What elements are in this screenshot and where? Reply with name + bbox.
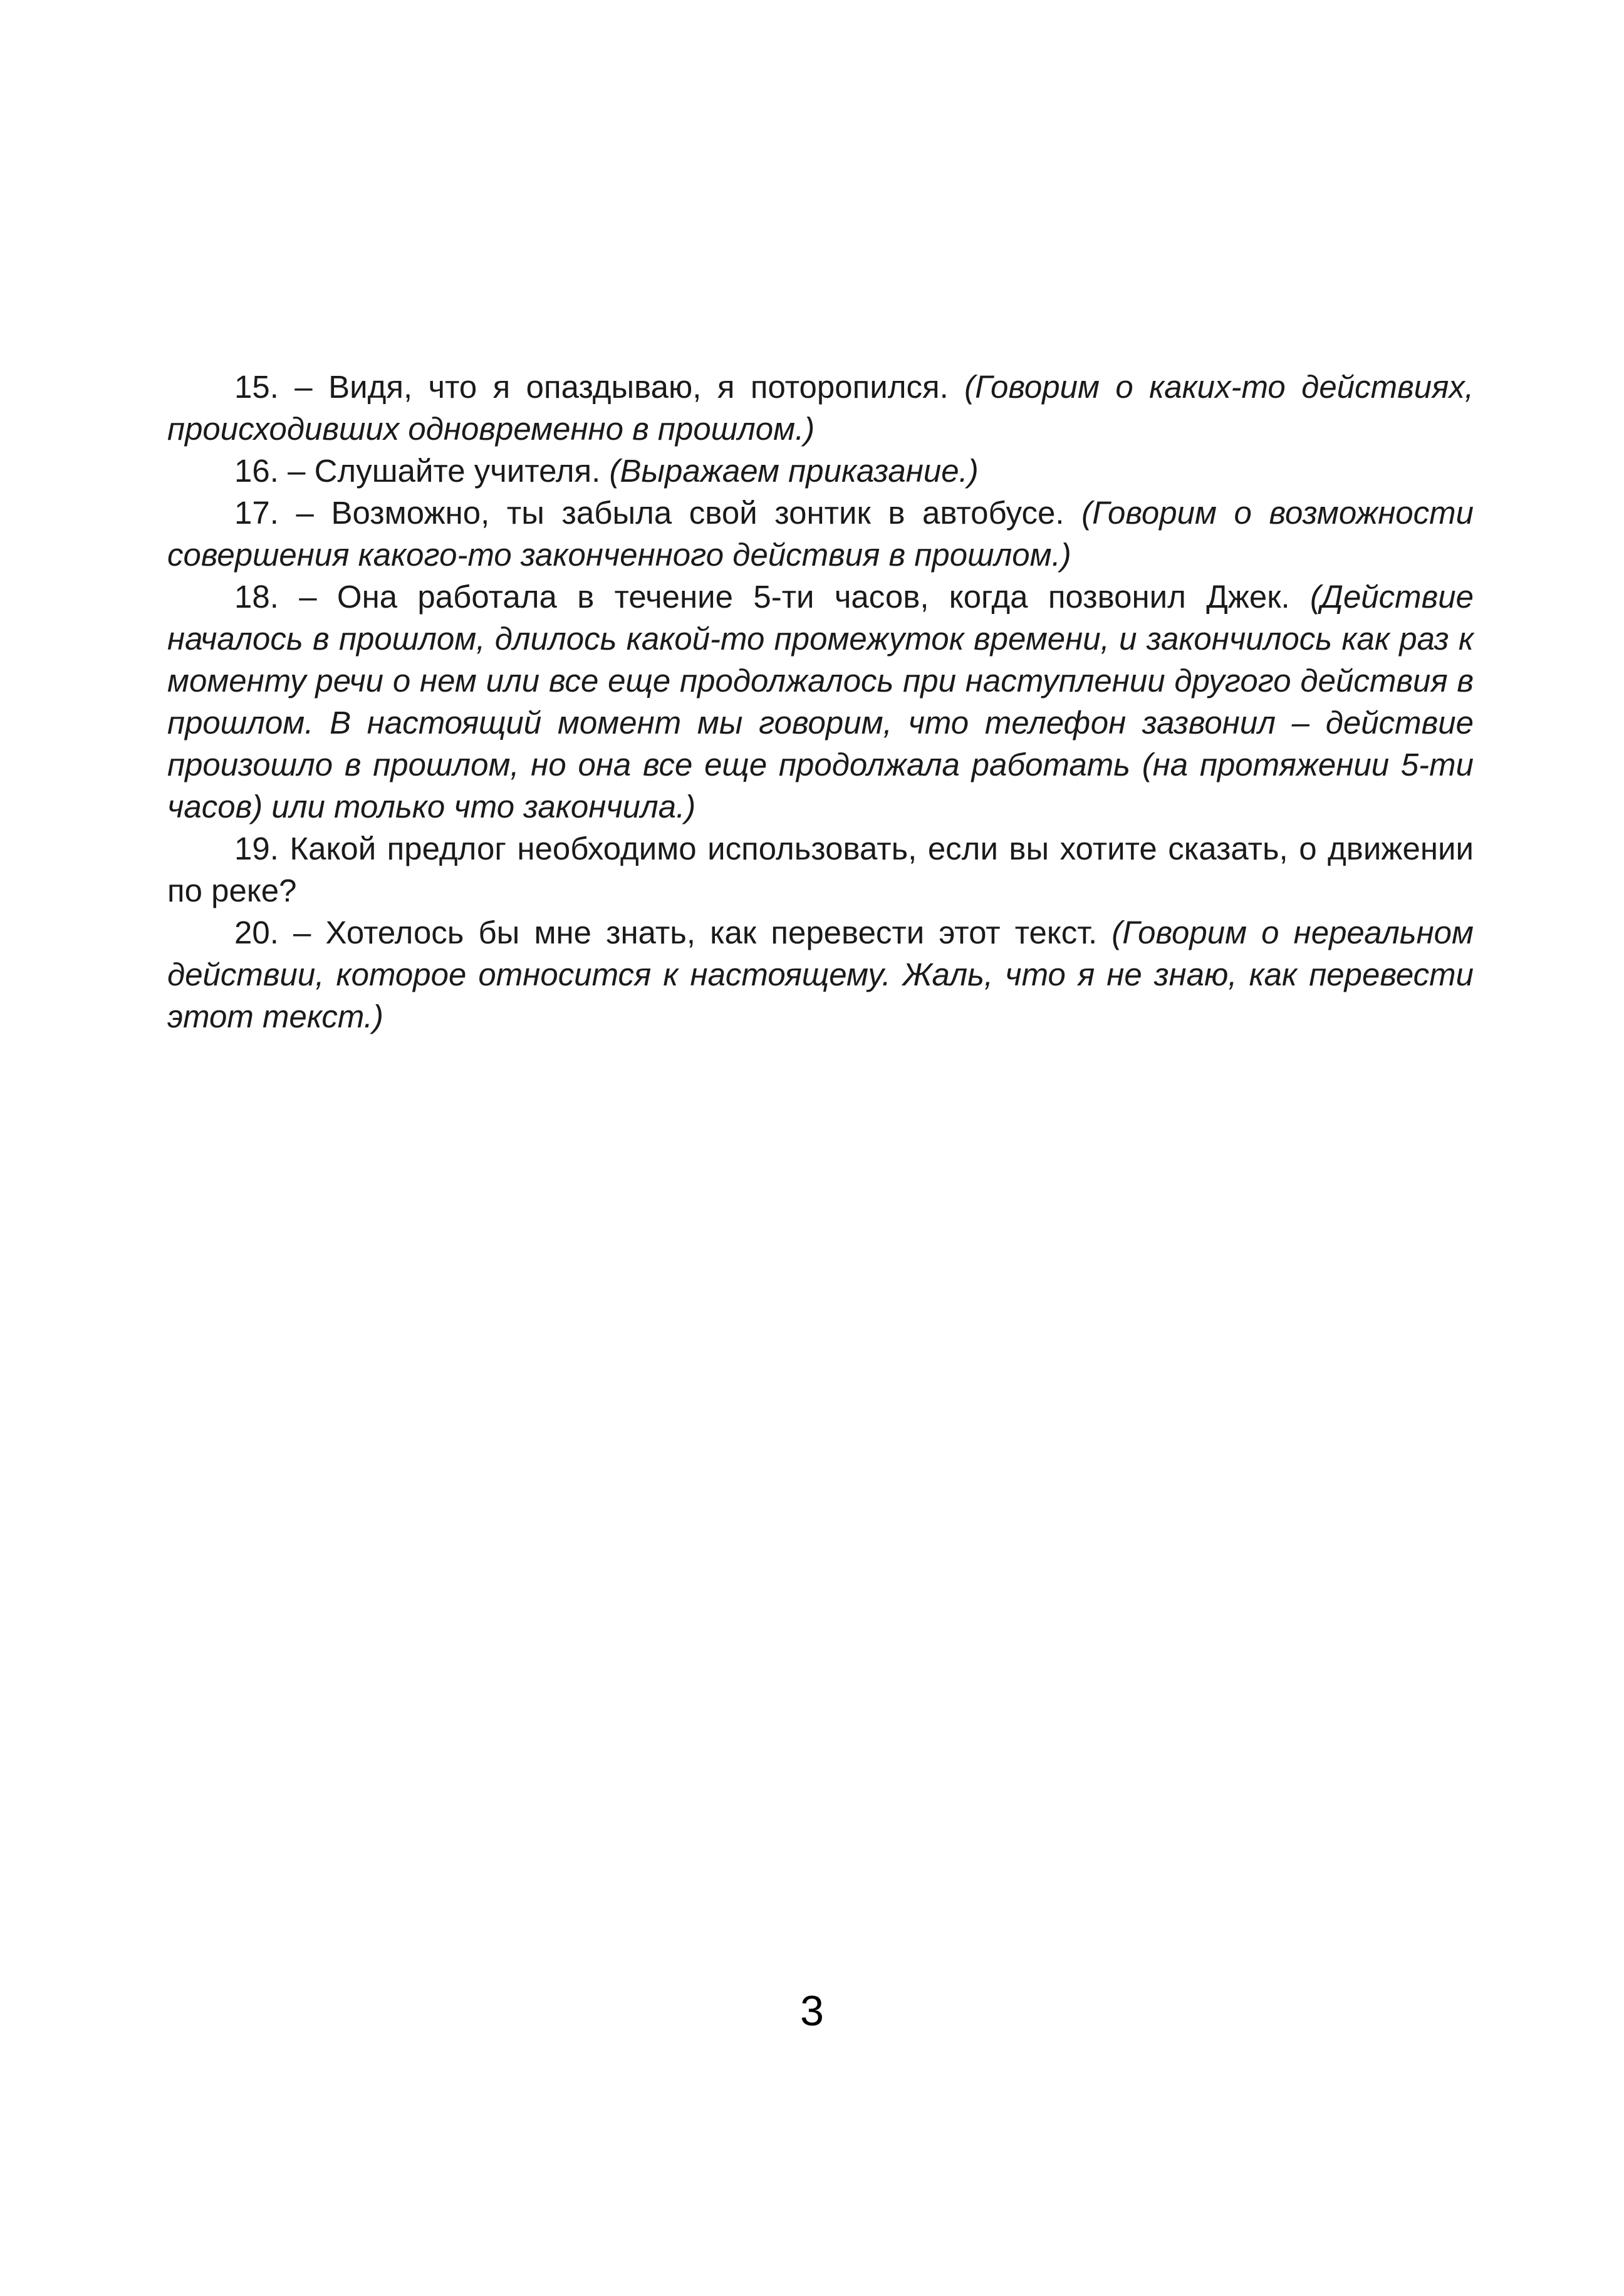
item-note: (Говорим о каких-то действиях, происходивших одновременно в прошлом.): [167, 369, 1474, 447]
item-text: 20. – Хотелось бы мне знать, как перевести этот текст.: [234, 915, 1112, 950]
item-note: (Говорим о возможности совершения какого-то законченного действия в прошлом.): [167, 495, 1474, 573]
list-item: [167, 576, 1474, 828]
list-item: [167, 450, 1474, 492]
item-text: 18. – Она работала в течение 5-ти часов, когда позвонил Джек.: [234, 579, 1311, 615]
item-note: (Говорим о нереальном действии, которое относится к настоящему. Жаль, что я не знаю, как перевести этот текст.): [167, 915, 1474, 1034]
list-item: [167, 492, 1474, 576]
list-item: [167, 366, 1474, 450]
item-note: (Выражаем приказание.): [609, 453, 979, 489]
item-text: 19. Какой предлог необходимо использовать, если вы хотите сказать, о движении по реке?: [167, 831, 1474, 908]
page-number: 3: [800, 1987, 824, 2035]
document-body: [167, 366, 1474, 1037]
item-note: (Действие началось в прошлом, длилось какой-то промежуток времени, и закончилось как раз к моменту речи о нем или все еще продолжалось при наступлении другого действия в прошлом. В настоящий момент мы говорим, что телефон зазвонил – действие произошло в прошлом, но она все еще продолжала работать (на протяжении 5-ти часов) или только что закончила.): [167, 579, 1474, 824]
item-text: 16. – Слушайте учителя.: [234, 453, 610, 489]
list-item: [167, 912, 1474, 1037]
item-text: 15. – Видя, что я опаздываю, я поторопился.: [234, 369, 965, 405]
list-item: [167, 828, 1474, 912]
item-text: 17. – Возможно, ты забыла свой зонтик в автобусе.: [234, 495, 1082, 531]
